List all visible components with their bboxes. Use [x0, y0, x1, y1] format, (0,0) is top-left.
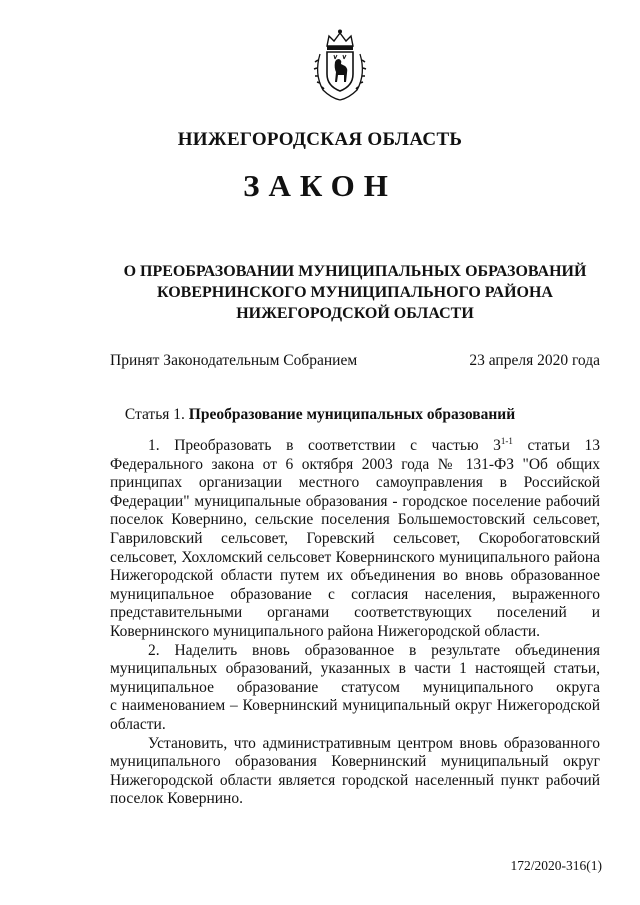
- document-number: 172/2020-316(1): [510, 858, 602, 873]
- paragraph-line: поселок Ковернино.: [110, 790, 243, 808]
- paragraph-line: Установить, что административным центром вновь образованного: [148, 734, 600, 752]
- paragraph-line: Гавриловский сельсовет, Горевский сельсовет, Скоробогатовский: [110, 529, 600, 547]
- paragraph-line: принципах организации местного самоуправления в Российской: [110, 474, 600, 492]
- law-body: [110, 437, 600, 809]
- paragraph-line: Федерации" муниципальные образования - городское поселение рабочий: [110, 492, 600, 510]
- paragraph-line: 1. Преобразовать в соответствии с частью 3$^{1-1}$ статьи 13: [148, 436, 600, 454]
- paragraph-line: представительными органами соответствующих поселений и: [110, 604, 600, 622]
- coat-of-arms-icon: [311, 28, 369, 104]
- law-paragraph: [110, 437, 600, 642]
- paragraph-line: 2. Наделить вновь образованное в результате объединения: [148, 641, 600, 659]
- paragraph-line: поселок Ковернино, сельские поселения Большемостовский сельсовет,: [110, 511, 600, 529]
- law-title: [110, 261, 600, 324]
- paragraph-line: Ковернинского муниципального района Нижегородской области.: [110, 622, 541, 640]
- paragraph-line: Нижегородской области является городской населенный пункт рабочий: [110, 771, 600, 789]
- region-name: НИЖЕГОРОДСКАЯ ОБЛАСТЬ: [177, 129, 463, 150]
- document-type: ЗАКОН: [243, 168, 397, 203]
- paragraph-line: сельсовет, Хохломский сельсовет Ковернинского муниципального района: [110, 548, 600, 566]
- law-paragraph: [110, 642, 600, 735]
- adoption-date: 23 апреля 2020 года: [469, 352, 600, 369]
- paragraph-line: муниципальных образований, указанных в части 1 настоящей статьи,: [110, 660, 600, 678]
- law-title-line: О ПРЕОБРАЗОВАНИИ МУНИЦИПАЛЬНЫХ ОБРАЗОВАНИЙ: [123, 263, 587, 280]
- adoption-line: [110, 352, 600, 370]
- paragraph-line: муниципальное образование с согласия населения, выраженного: [110, 585, 600, 603]
- law-title-line: НИЖЕГОРОДСКОЙ ОБЛАСТИ: [236, 305, 474, 322]
- article-number: Статья 1.: [124, 406, 185, 423]
- paragraph-line: муниципальное образование статусом муниципального округа: [110, 678, 600, 696]
- paragraph-line: с наименованием – Ковернинский муниципальный округ Нижегородской: [110, 697, 600, 715]
- paragraph-line: Федерального закона от 6 октября 2003 года № 131-ФЗ "Об общих: [110, 455, 600, 473]
- paragraph-line: Нижегородской области путем их объединения во вновь образованное: [110, 567, 600, 585]
- superscript: 1-1: [500, 436, 513, 446]
- article-heading: [0, 406, 640, 424]
- paragraph-line: области.: [110, 715, 166, 733]
- paragraph-line: муниципального образования Ковернинский муниципальный округ: [110, 753, 600, 771]
- article-name: Преобразование муниципальных образований: [188, 406, 516, 423]
- law-paragraph: [110, 735, 600, 809]
- law-title-line: КОВЕРНИНСКОГО МУНИЦИПАЛЬНОГО РАЙОНА: [157, 284, 553, 301]
- adopting-body: Принят Законодательным Собранием: [110, 352, 358, 369]
